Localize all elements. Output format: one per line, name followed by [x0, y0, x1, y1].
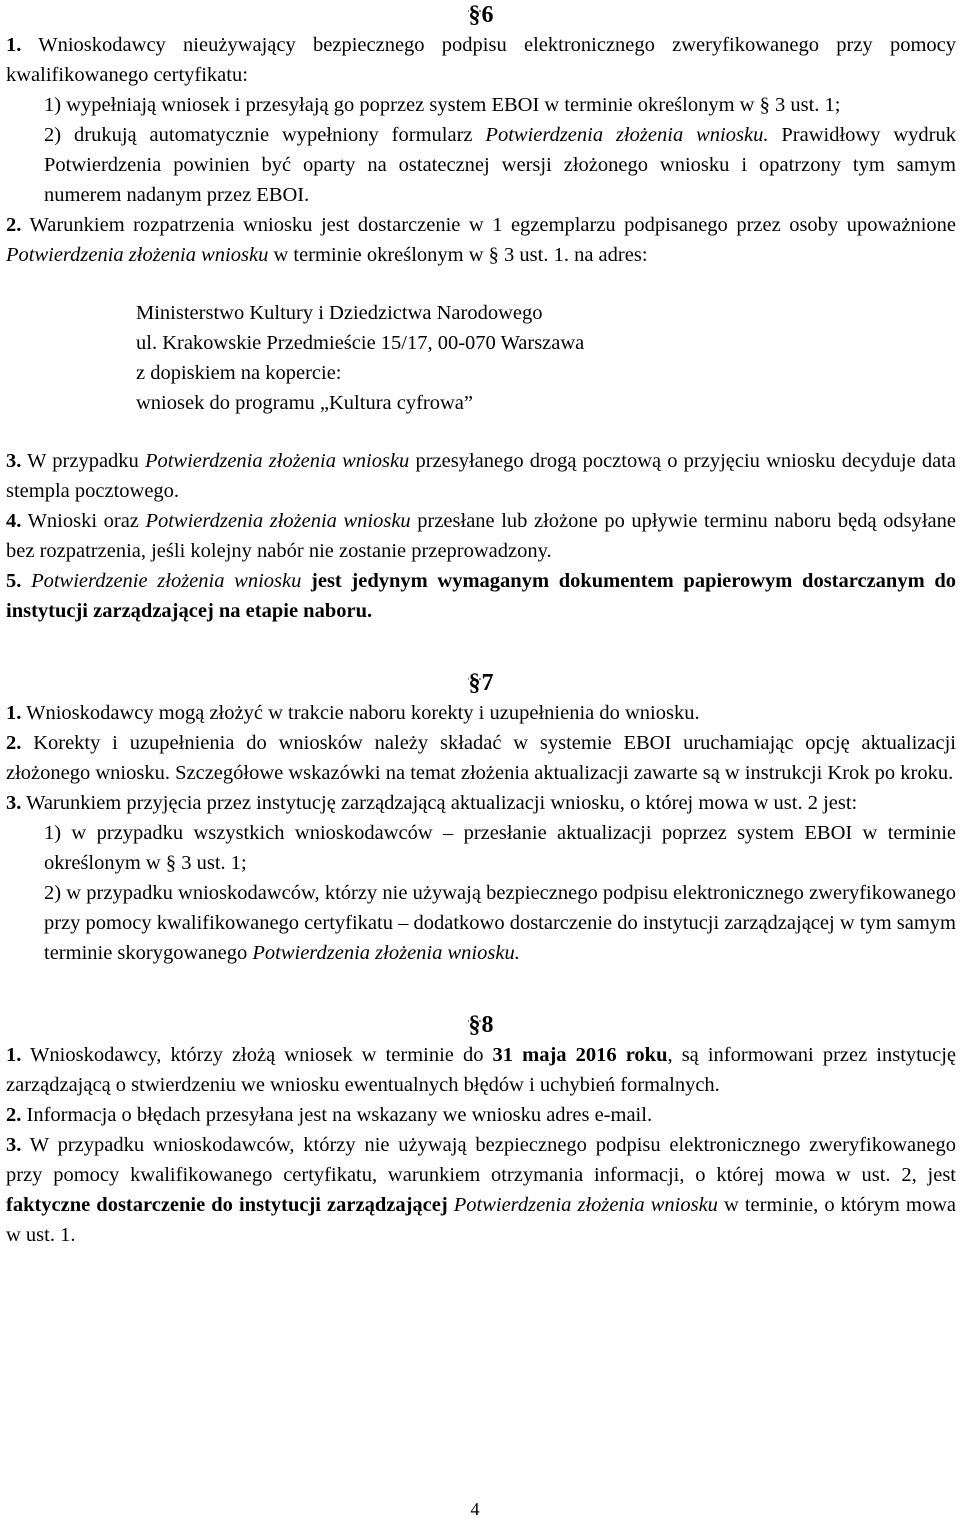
s8-paragraph-1: 1. Wnioskodawcy, którzy złożą wniosek w terminie do 31 maja 2016 roku, są informowani przez instytucję zarządzającą o stwierdzeniu we wniosku ewentualnych błędów i uchybień formalnych. — [6, 1044, 956, 1096]
address-line: z dopiskiem na kopercie: — [136, 362, 342, 384]
s6-paragraph-5: 5. Potwierdzenie złożenia wniosku jest jedynym wymaganym dokumentem papierowym dostarczanym do instytucji zarządzającej na etapie naboru. — [6, 570, 956, 622]
section-number: 6 — [481, 2, 494, 28]
section-sign: § — [468, 1012, 481, 1038]
s6-item-1: 1) wypełniają wniosek i przesyłają go poprzez system EBOI w terminie określonym w § 3 ust. 1; — [44, 94, 841, 116]
page-number: 4 — [470, 1499, 480, 1519]
section-heading-6 — [6, 0, 956, 30]
document-page — [6, 0, 956, 1250]
section-number: 8 — [481, 1012, 494, 1038]
address-line: wniosek do programu „Kultura cyfrowa” — [136, 392, 473, 414]
s7-item-2: 2) w przypadku wnioskodawców, którzy nie używają bezpiecznego podpisu elektronicznego zweryfikowanego przy pomocy kwalifikowanego certyfikatu – dodatkowo dostarczenie do instytucji zarządzającej w tym samym terminie skorygowanego Potwierdzenia złożenia wniosku. — [44, 882, 956, 964]
section-sign: § — [468, 2, 481, 28]
s6-paragraph-3: 3. W przypadku Potwierdzenia złożenia wniosku przesyłanego drogą pocztową o przyjęciu wniosku decyduje data stempla pocztowego. — [6, 450, 956, 502]
s6-item-2: 2) drukują automatycznie wypełniony formularz Potwierdzenia złożenia wniosku. Prawidłowy wydruk Potwierdzenia powinien być oparty na ostatecznej wersji złożonego wniosku i opatrzony tym samym numerem nadanym przez EBOI. — [44, 124, 956, 206]
section-heading-7 — [6, 668, 956, 698]
s7-paragraph-2: 2. Korekty i uzupełnienia do wniosków należy składać w systemie EBOI uruchamiając opcję aktualizacji złożonego wniosku. Szczegółowe wskazówki na temat złożenia aktualizacji zawarte są w instrukcji Krok po kroku. — [6, 732, 956, 784]
s6-paragraph-4: 4. Wnioski oraz Potwierdzenia złożenia wniosku przesłane lub złożone po upływie terminu naboru będą odsyłane bez rozpatrzenia, jeśli kolejny nabór nie zostanie przeprowadzony. — [6, 510, 956, 562]
s7-paragraph-1: 1. Wnioskodawcy mogą złożyć w trakcie naboru korekty i uzupełnienia do wniosku. — [6, 702, 700, 724]
s8-paragraph-2: 2. Informacja o błędach przesyłana jest na wskazany we wniosku adres e-mail. — [6, 1104, 653, 1126]
address-line: Ministerstwo Kultury i Dziedzictwa Narodowego — [136, 302, 543, 324]
s6-paragraph-1: 1. Wnioskodawcy nieużywający bezpiecznego podpisu elektronicznego zweryfikowanego przy pomocy kwalifikowanego certyfikatu: — [6, 34, 956, 86]
s6-paragraph-2: 2. Warunkiem rozpatrzenia wniosku jest dostarczenie w 1 egzemplarzu podpisanego przez osoby upoważnione Potwierdzenia złożenia wniosku w terminie określonym w § 3 ust. 1. na adres: — [6, 214, 956, 266]
s8-paragraph-3: 3. W przypadku wnioskodawców, którzy nie używają bezpiecznego podpisu elektronicznego zweryfikowanego przy pomocy kwalifikowanego certyfikatu, warunkiem otrzymania informacji, o której mowa w ust. 2, jest faktyczne dostarczenie do instytucji zarządzającej Potwierdzenia złożenia wniosku w terminie, o którym mowa w ust. 1. — [6, 1134, 956, 1246]
address-block — [6, 298, 956, 418]
address-line: ul. Krakowskie Przedmieście 15/17, 00-070 Warszawa — [136, 332, 585, 354]
section-heading-8 — [6, 1010, 956, 1040]
s7-paragraph-3: 3. Warunkiem przyjęcia przez instytucję zarządzającą aktualizacji wniosku, o której mowa w ust. 2 jest: — [6, 792, 858, 814]
s7-item-1: 1) w przypadku wszystkich wnioskodawców – przesłanie aktualizacji poprzez system EBOI w terminie określonym w § 3 ust. 1; — [44, 822, 956, 874]
section-number: 7 — [481, 670, 494, 696]
section-sign: § — [468, 670, 481, 696]
